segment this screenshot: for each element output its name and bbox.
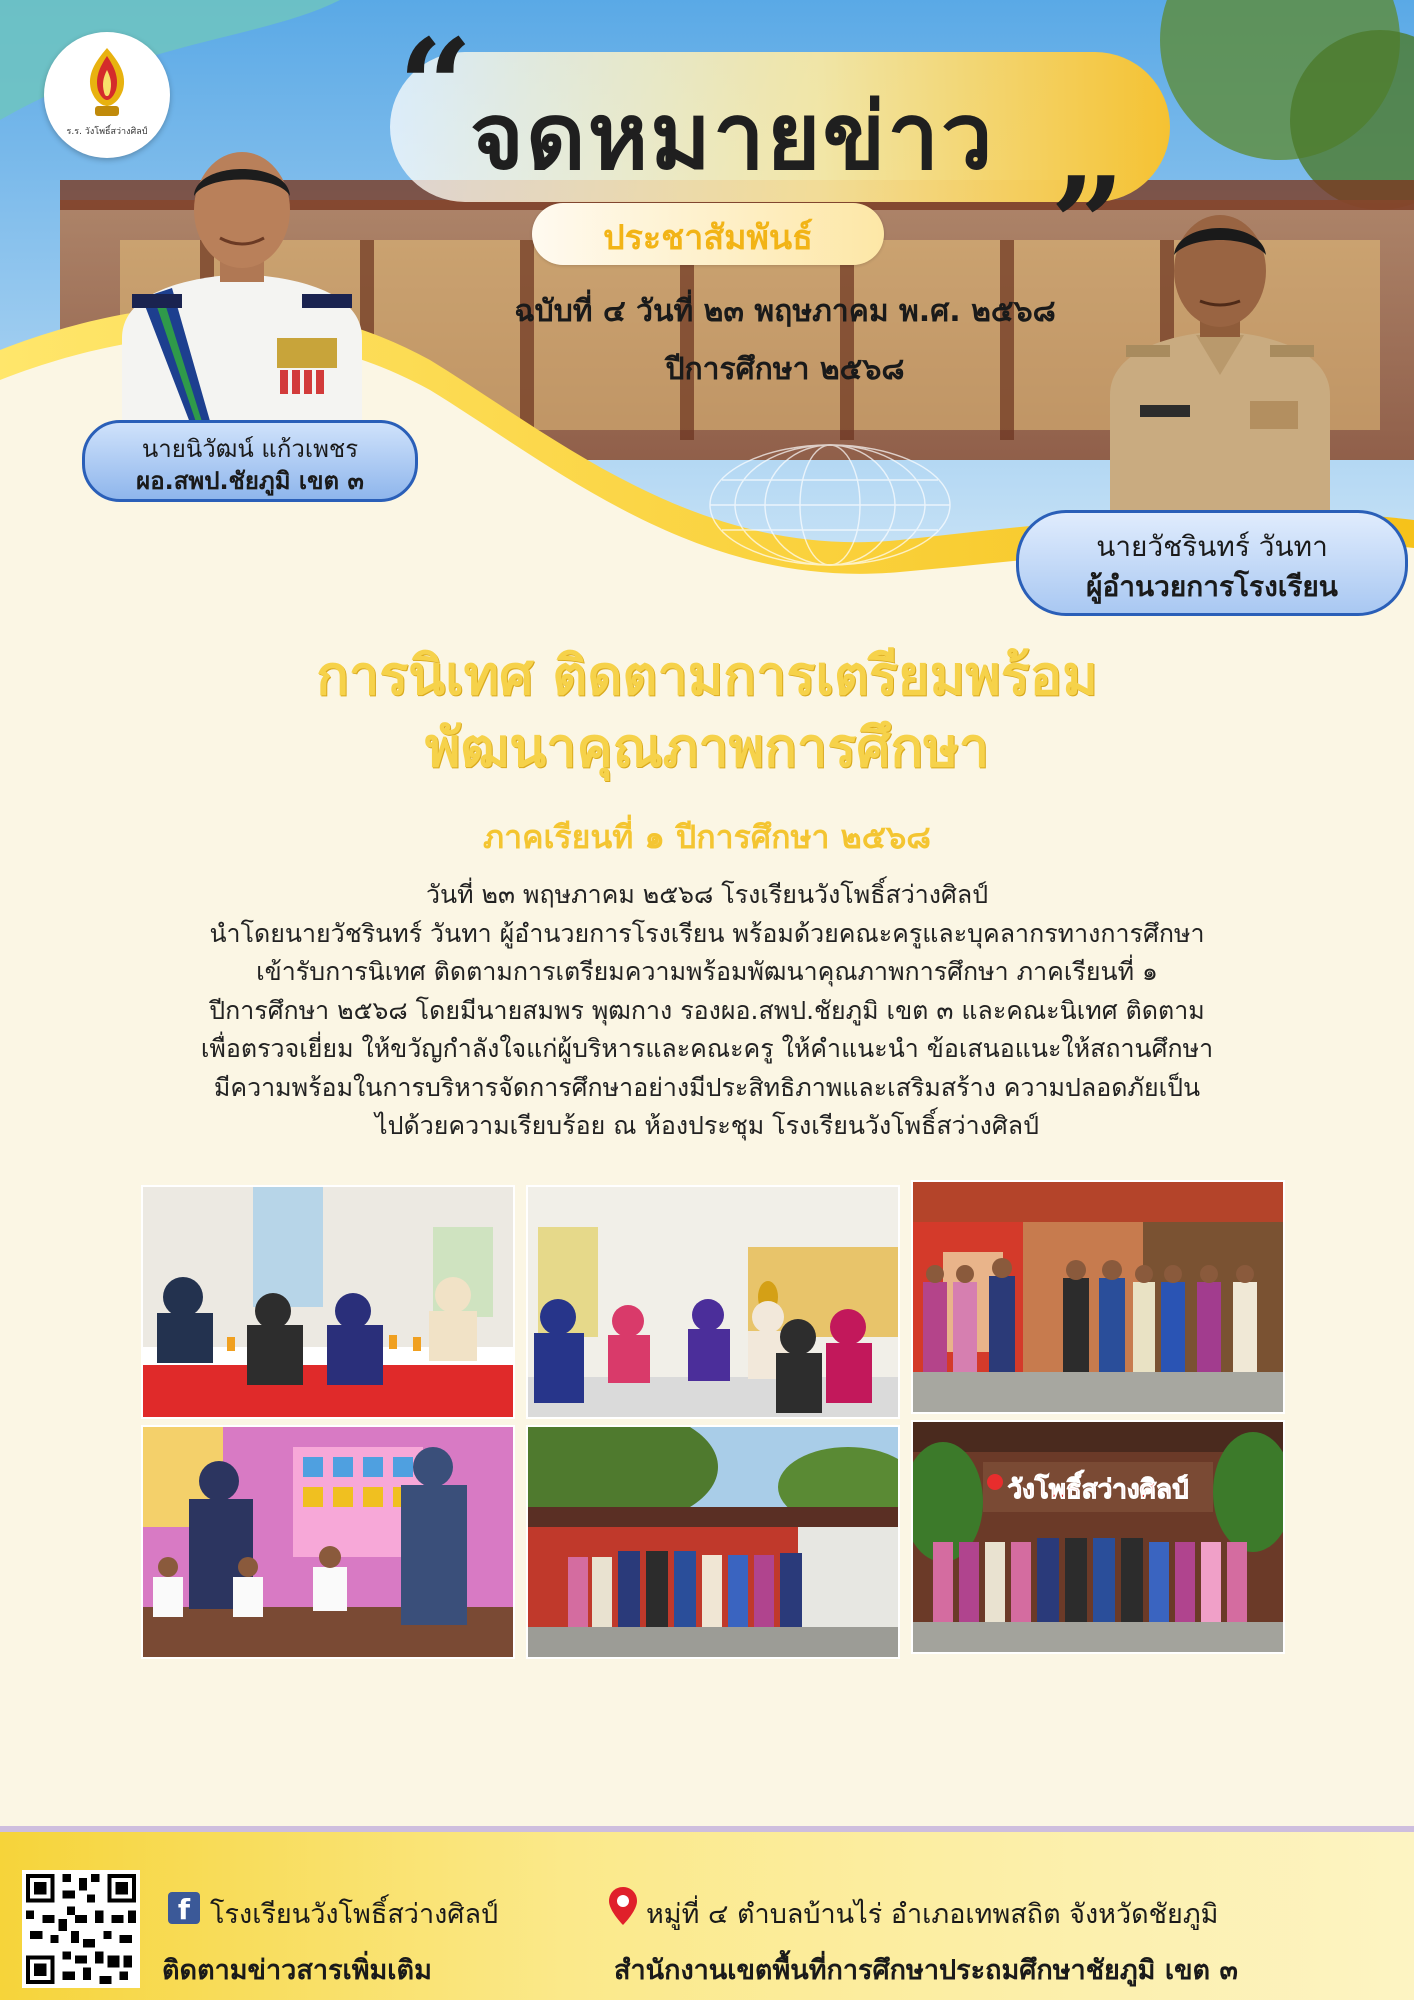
photo-group-outdoor bbox=[526, 1425, 900, 1659]
name-badge-right bbox=[1016, 510, 1408, 616]
body-line: เข้ารับการนิเทศ ติดตามการเตรียมความพร้อมพัฒนาคุณภาพการศึกษา ภาคเรียนที่ ๑ bbox=[256, 957, 1158, 986]
portrait-right bbox=[1100, 205, 1340, 515]
logo-caption: ร.ร. วังโพธิ์สว่างศิลป์ bbox=[66, 127, 148, 137]
portrait-left bbox=[102, 138, 382, 434]
education-office: สำนักงานเขตพื้นที่การศึกษาประถมศึกษาชัยภูมิ เขต ๓ bbox=[614, 1955, 1238, 1986]
qr-code-icon[interactable] bbox=[22, 1870, 140, 1988]
school-sign-text: วังโพธิ์สว่างศิลป์ bbox=[1007, 1475, 1189, 1505]
photo-meeting-room-2 bbox=[526, 1185, 900, 1419]
person-right-position: ผู้อำนวยการโรงเรียน bbox=[1086, 570, 1338, 603]
flame-emblem-icon bbox=[77, 46, 137, 122]
photo-group-building bbox=[911, 1180, 1285, 1414]
newsletter-title: จดหมายข่าว bbox=[470, 83, 995, 190]
person-left-position: ผอ.สพป.ชัยภูมิ เขต ๓ bbox=[136, 467, 364, 495]
school-address: หมู่ที่ ๔ ตำบลบ้านไร่ อำเภอเทพสถิต จังหวัดชัยภูมิ bbox=[646, 1899, 1219, 1930]
body-line: นำโดยนายวัชรินทร์ วันทา ผู้อำนวยการโรงเรียน พร้อมด้วยคณะครูและบุคลากรทางการศึกษา bbox=[209, 918, 1205, 948]
body-line: ไปด้วยความเรียบร้อย ณ ห้องประชุม โรงเรียนวังโพธิ์สว่างศิลป์ bbox=[375, 1111, 1039, 1140]
headline-line-2: พัฒนาคุณภาพการศึกษา bbox=[424, 716, 990, 779]
issue-line: ฉบับที่ ๔ วันที่ ๒๓ พฤษภาคม พ.ศ. ๒๕๖๘ bbox=[514, 294, 1056, 329]
article-term: ภาคเรียนที่ ๑ ปีการศึกษา ๒๕๖๘ bbox=[483, 818, 931, 856]
follow-news-text: ติดตามข่าวสารเพิ่มเติม bbox=[162, 1955, 432, 1986]
person-left-name: นายนิวัฒน์ แก้วเพชร bbox=[141, 435, 359, 463]
article-headline bbox=[100, 640, 1314, 784]
quote-open-icon: “ bbox=[398, 10, 473, 163]
photo-school-sign bbox=[911, 1420, 1285, 1654]
sign-pin-icon bbox=[987, 1474, 1003, 1490]
photo-meeting-room-1 bbox=[141, 1185, 515, 1419]
headline-line-1: การนิเทศ ติดตามการเตรียมพร้อม bbox=[316, 644, 1098, 707]
body-line: วันที่ ๒๓ พฤษภาคม ๒๕๖๘ โรงเรียนวังโพธิ์สว่างศิลป์ bbox=[425, 880, 989, 909]
body-line: ปีการศึกษา ๒๕๖๘ โดยมีนายสมพร พุฒกาง รองผอ.สพป.ชัยภูมิ เขต ๓ และคณะนิเทศ ติดตาม bbox=[209, 995, 1205, 1025]
article-body bbox=[80, 876, 1334, 1146]
facebook-page-link[interactable]: โรงเรียนวังโพธิ์สว่างศิลป์ bbox=[210, 1899, 499, 1930]
photo-classroom bbox=[141, 1425, 515, 1659]
name-badge-left bbox=[82, 420, 418, 502]
person-right-name: นายวัชรินทร์ วันทา bbox=[1096, 530, 1328, 563]
body-line: มีความพร้อมในการบริหารจัดการศึกษาอย่างมีประสิทธิภาพและเสริมสร้าง ความปลอดภัยเป็น bbox=[213, 1072, 1201, 1102]
body-line: เพื่อตรวจเยี่ยม ให้ขวัญกำลังใจแก่ผู้บริหารและคณะครู ให้คำแนะนำ ข้อเสนอแนะให้สถานศึกษา bbox=[200, 1034, 1214, 1063]
location-pin-icon bbox=[608, 1886, 638, 1926]
academic-year: ปีการศึกษา ๒๕๖๘ bbox=[665, 352, 905, 387]
newsletter-subtitle: ประชาสัมพันธ์ bbox=[603, 218, 813, 258]
facebook-icon[interactable]: f bbox=[168, 1892, 200, 1924]
quote-close-icon: ” bbox=[1050, 148, 1125, 301]
